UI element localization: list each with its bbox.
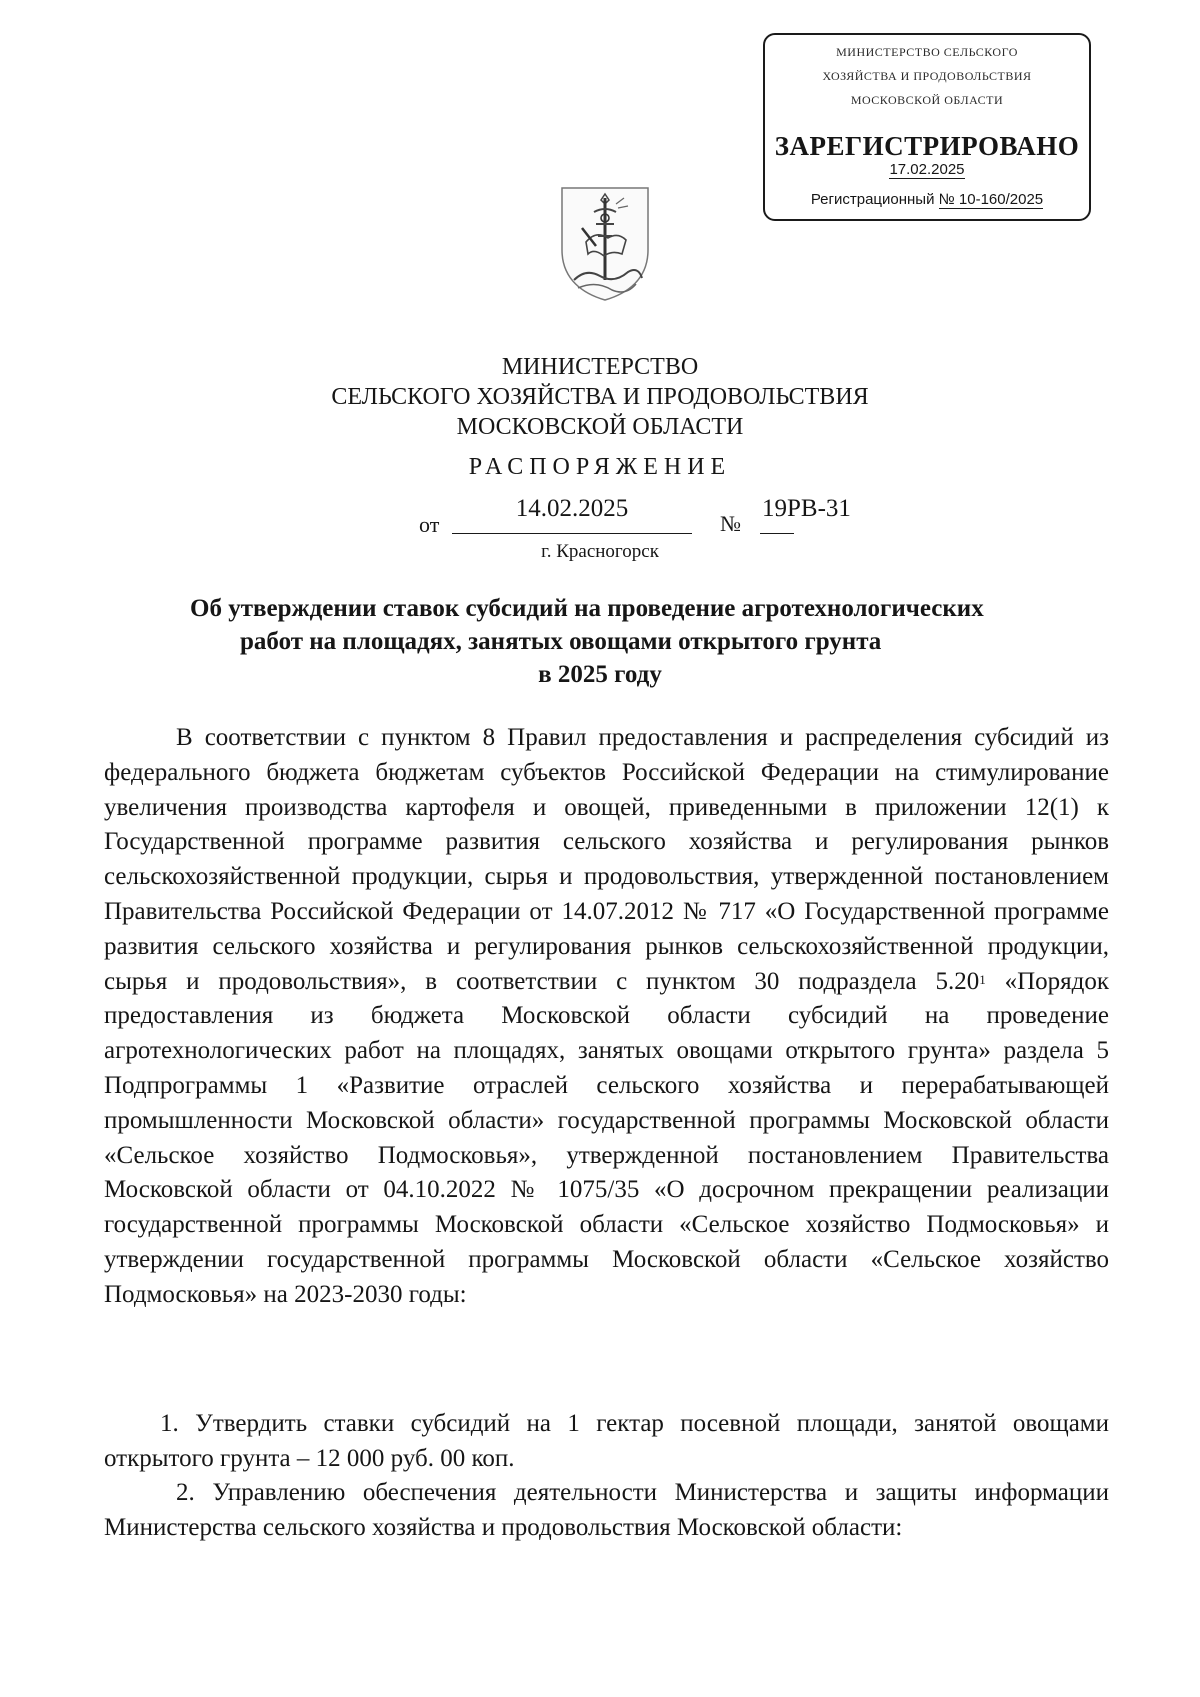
document-date: 14.02.2025 xyxy=(515,495,629,522)
ministry-name-line: МИНИСТЕРСТВО xyxy=(501,354,699,380)
number-underline xyxy=(760,533,794,534)
item-2-text: 2. Управлению обеспечения деятельности Министерства и защиты информации Министерства сельского хозяйства и продовольствия Московской области: xyxy=(104,1479,1109,1541)
document-title-line: Об утверждении ставок субсидий на проведение агротехнологических xyxy=(190,595,984,622)
document-city: г. Красногорск xyxy=(541,541,659,562)
number-sign: № xyxy=(720,511,741,536)
document-number: 19РВ-31 xyxy=(762,495,851,522)
moscow-region-coat-of-arms-icon xyxy=(556,184,654,302)
document-title-line: работ на площадях, занятых овощами открытого грунта xyxy=(240,628,882,655)
footnote-superscript: 1 xyxy=(979,971,986,987)
document-title-line: в 2025 году xyxy=(538,661,662,688)
preamble-text: В соответствии с пунктом 8 Правил предоставления и распределения субсидий из федерального бюджета бюджетам субъектов Российской Федерации на стимулирование увеличения производства картофеля и овощей, приведенными в приложении 12(1) к Государственной программе развития сельского хозяйства и регулирования рынков сельскохозяйственной продукции, сырья и продовольствия, утвержденной постановлением Правительства Российской Федерации от 14.07.2012 № 717 «О Государственной программе развития сельского хозяйства и регулирования рынков сельскохозяйственной продукции, сырья и продовольствия», в соответствии с пунктом 30 подраздела 5.20 xyxy=(104,724,1109,995)
stamp-status: ЗАРЕГИСТРИРОВАНО xyxy=(774,131,1080,161)
stamp-org-line: МОСКОВСКОЙ ОБЛАСТИ xyxy=(850,93,1004,107)
stamp-date xyxy=(765,161,1089,179)
item-1-text: 1. Утвердить ставки субсидий на 1 гектар посевной площади, занятой овощами открытого грунта – 12 000 руб. 00 коп. xyxy=(104,1410,1109,1472)
preamble-paragraph xyxy=(104,721,1109,1313)
date-prefix: от xyxy=(419,512,440,537)
ministry-name-line: СЕЛЬСКОГО ХОЗЯЙСТВА И ПРОДОВОЛЬСТВИЯ xyxy=(331,384,869,410)
ministry-name-line: МОСКОВСКОЙ ОБЛАСТИ xyxy=(456,414,744,440)
registration-stamp xyxy=(763,33,1091,221)
stamp-reg-label: Регистрационный xyxy=(810,191,935,208)
date-underline xyxy=(452,533,692,534)
stamp-org-line: ХОЗЯЙСТВА И ПРОДОВОЛЬСТВИЯ xyxy=(822,69,1032,83)
stamp-reg-number-value: № 10-160/2025 xyxy=(938,191,1044,208)
stamp-org-line: МИНИСТЕРСТВО СЕЛЬСКОГО xyxy=(836,45,1018,59)
stamp-reg-number xyxy=(765,191,1089,209)
stamp-date-value: 17.02.2025 xyxy=(889,161,965,178)
preamble-text-continued: «Порядок предоставления из бюджета Московской области субсидий на проведение агротехнологических работ на площадях, занятых овощами открытого грунта» раздела 5 Подпрограммы 1 «Развитие отраслей сельского хозяйства и перерабатывающей промышленности Московской области» государственной программы Московской области «Сельское хозяйство Подмосковья», утвержденной постановлением Правительства Московской области от 04.10.2022 № 1075/35 «О досрочном прекращении реализации государственной программы Московской области «Сельское хозяйство Подмосковья» и утверждении государственной программы Московской области «Сельское хозяйство Подмосковья» на 2023-2030 годы: xyxy=(104,967,1109,1308)
document-type: РАСПОРЯЖЕНИЕ xyxy=(468,454,732,480)
item-1-paragraph xyxy=(104,1407,1109,1477)
item-2-paragraph xyxy=(104,1476,1109,1546)
